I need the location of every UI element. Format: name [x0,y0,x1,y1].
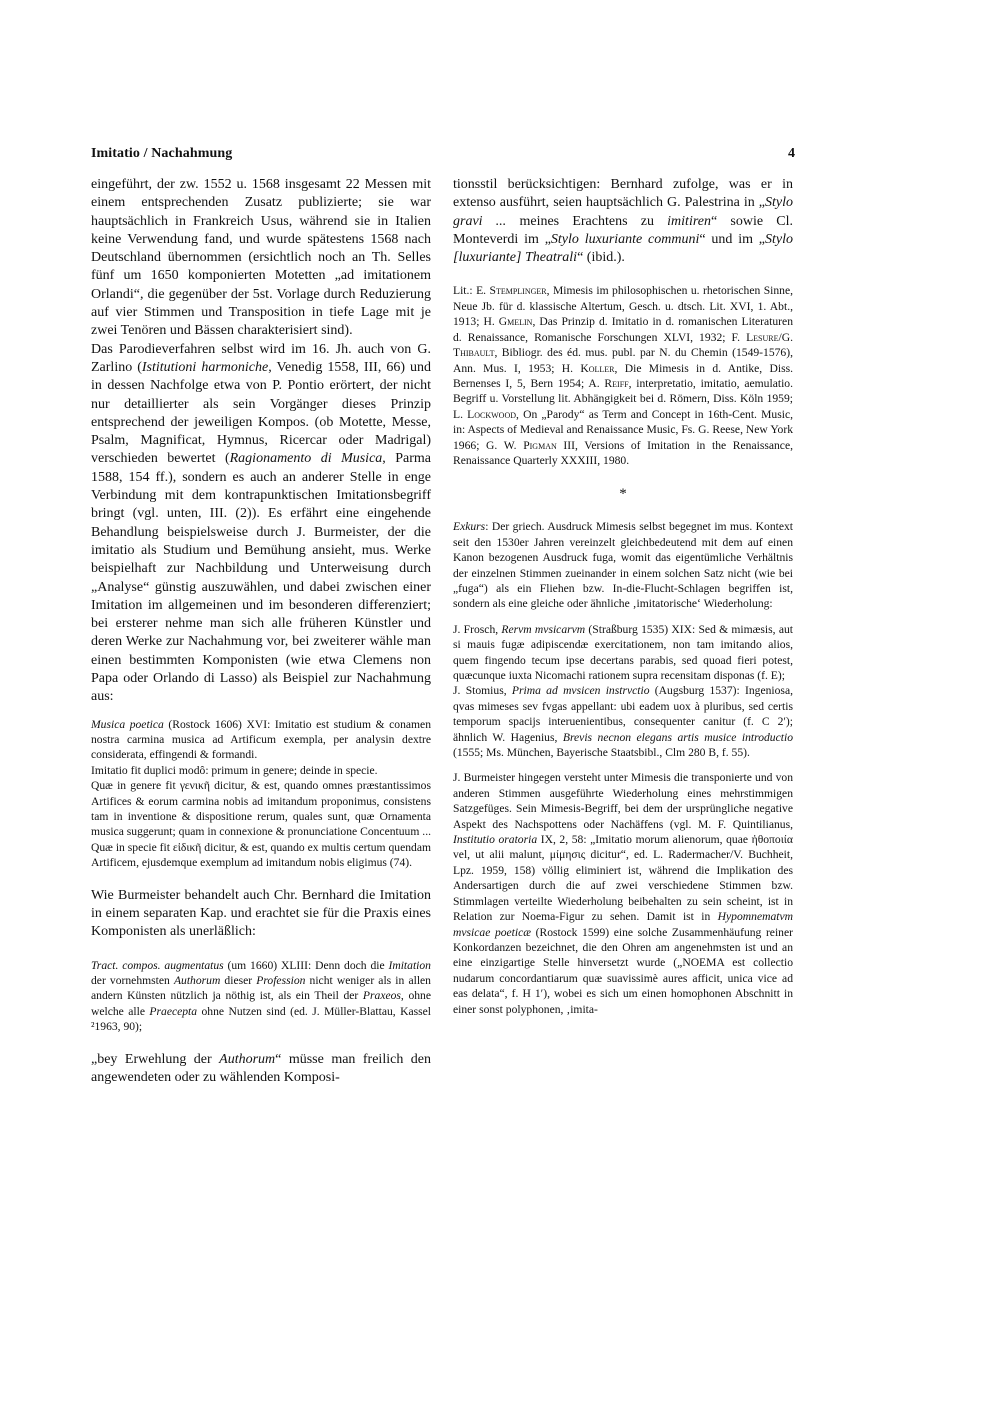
paragraph-bernhard: Wie Burmeister behandelt auch Chr. Bernhard die Imitation in einem separaten Kap. und erachtet sie für die Praxis eines Komponisten als unerläßlich: [91,887,431,940]
paragraph-parodieverfahren: Das Parodieverfahren selbst wird im 16. Jh. auch von G. Zarlino (Istitutioni harmoniche, Venedig 1558, III, 66) und in dessen Nachfolge etwa von P. Pontio erörtert, der nicht nur detaillierter als sein Vorgänger dieses Prinzip entsprechend der jeweiligen Kompos. (ob Motette, Messe, Psalm, Magnificat, Hymnus, Ricercar oder Madrigal) verschieden bewertet (Ragionamento di Musica, Parma 1588, 154 ff.), sondern es auch an anderer Stelle in enge Verbindung mit dem kontrapunktischen Imitationsbegriff bringt (vgl. unten, III. (2)). Es erfährt eine eingehende Behandlung beispielsweise durch J. Burmeister, der die imitatio als Studium und Bemühung ansieht, mus. Werke beispielhaft zur Nachbildung und Unterweisung durch „Analyse“ günstig auszuwählen, und dabei zwischen einer Imitation im allgemeinen und im besonderen differenziert; bei ersterer nehme man sich alle früheren Künstler und deren Werke zur Nachahmung vor, bei zweiterer wähle man einen bestimmten Komponisten (wie etwa Clemens non Papa oder Orlando di Lasso) als Beispiel zur Nachahmung aus: [91,341,432,705]
section-divider-asterisk: * [619,486,627,503]
quote-burmeister-3: Quæ in genere fit γενικῆ dicitur, & est, quando omnes præstantissimos Artifices & eorum carmina nobis ad imitandum proponimus, consistens tam in inventione & dispositione rerum, quales sunt, quæ Ornamenta musica suggerunt; quam in connexione & pronunciatione Concentuum ... Quæ in specie fit εἰδικῆ dicitur, & est, quando ex multis certum quendam Artificem, ejusdemque exemplum ad imitandum nobis eligimus (74). [91,779,431,870]
quote-burmeister-1: Musica poetica (Rostock 1606) XVI: Imitatio est studium & conamen nostra carmina musica ad Artificum exempla, per analysin dextre considerata, effingendi & formandi. [91,717,431,762]
quote-burmeister-2: Imitatio fit duplici modô: primum in genere; deinde in specie. [91,763,378,777]
paragraph-parody-intro: eingeführt, der zw. 1552 u. 1568 insgesamt 22 Messen mit einem entsprechenden Zusatz publizierte; sie war hauptsächlich in Frankreich Usus, während sie in Italien keine Verwendung fand, und wurde spätestens 1568 nach Deutschland übernommen (ersichtlich noch an Th. Selles fünf um 1650 komponierten Motetten „ad imitationem Orlandi“, die gegenüber der 5st. Vorlage durch Reduzierung auf vier Stimmen und Transposition in tiefe Lage mit je zwei Tenören und Bässen charakterisiert sind). [91,177,431,339]
paragraph-burmeister-mimesis: J. Burmeister hingegen versteht unter Mimesis die transponierte und von anderen Stimmen ausgeführte Wiederholung eines mehrstimmigen Satzgefüges. Sein Mimesis-Begriff, bei dem der ursprüngliche negative Aspekt des Nachspottens oder Nachäffens (vgl. M. F. Quintilianus, Institutio oratoria IX, 2, 58: „Imitatio morum alienorum, quae ἠθοποιία vel, ut alii malunt, μίμησις dicitur“, ed. L. Radermacher/V. Buchheit, Lpz. 1959, 158) völlig eliminiert ist, während die Implikation des Andersartigen durch die auf zwei verschiedene Stimmen bzw. Stimmlagen verteilte Wiederholung beibehalten zu sein scheint, ist in Relation zur Noema-Figur zu sehen. Damit ist in Hypomnematvm mvsicae poeticæ (Rostock 1599) eine solche Zusammenhäufung reiner Konkordanzen bezeichnet, die den Ohren am angenehmsten ist und an eine einzigartige Stelle hinversetzt wurde („NOEMA est collectio nudarum concordantiarum quæ suavissimè aures afficit, unica vice ad eas delata“, f. H 1′), wobei es sich um einen homophonen Abschnitt in einer sonst polyphonen, ‚imita- [453,771,794,1016]
left-column [91,176,431,1087]
paragraph-authorum: „bey Erwehlung der Authorum“ müsse man freilich den angewendeten oder zu wählenden Komposi- [91,1051,432,1085]
literature-list: Lit.: E. Stemplinger, Mimesis im philosophischen u. rhetorischen Sinne, Neue Jb. für d. klassische Altertum, Gesch. u. dtsch. Lit. XVI, 1. Abt., 1913; H. Gmelin, Das Prinzip d. Imitatio in d. romanischen Literaturen d. Renaissance, Romanische Forschungen XLVI, 1932; F. Lesure/G. Thibault, Bibliogr. des éd. mus. publ. par N. du Chemin (1549-1576), Ann. Mus. I, 1953; H. Koller, Die Mimesis in d. Antike, Diss. Bernenses I, 5, Bern 1954; A. Reiff, interpretatio, imitatio, aemulatio. Begriff u. Vorstellung lit. Abhängigkeit bei d. Römern, Diss. Köln 1959; L. Lockwood, On „Parody“ as Term and Concept in 16th-Cent. Music, in: Aspects of Medieval and Renaissance Music, Fs. G. Reese, New York 1966; G. W. Pigman III, Versions of Imitation in the Renaissance, Renaissance Quarterly XXXIII, 1980. [453,284,794,467]
page-header [91,146,795,166]
page-number: 4 [788,146,795,161]
excursus-paragraph: Exkurs: Der griech. Ausdruck Mimesis selbst begegnet im mus. Kontext seit den 1530er Jahren vereinzelt gleichbedeutend mit dem auf einen Kanon bezogenen Ausdruck fuga, womit das eigentümliche Verhältnis der einzelnen Stimmen zueinander in einem solchen Satz nicht (wie bei „fuga“) als ein Fliehen bzw. In-die-Flucht-Schlagen begriffen ist, sondern als eine gleiche oder ähnliche ‚imitatorische‘ Wiederholung: [453,520,793,611]
paragraph-kompositionsstil: tionsstil berücksichtigen: Bernhard zufolge, was er in extenso ausführt, seien hauptsächlich G. Palestrina in „Stylo gravi ... meines Erachtens zu imitiren“ sowie Cl. Monteverdi im „Stylo luxuriante communi“ und im „Stylo [luxuriante] Theatrali“ (ibid.). [453,177,794,266]
quote-stomius: J. Stomius, Prima ad mvsicen instrvctio (Augsburg 1537): Ingeniosa, qvas mimeses sev fvgas appellant: ubi eadem uox à pluribus, sed certis temporum spacijs interuenientibus, consequenter canitur (f. C 2′); ähnlich W. Hagenius, Brevis necnon elegans artis musice introductio (1555; Ms. München, Bayerische Staatsbibl., Clm 280 B, f. 55). [453,684,793,760]
quote-bernhard: Tract. compos. augmentatus (um 1660) XLIII: Denn doch die Imitation der vornehmsten Authorum dieser Profession nicht weniger als in allen andern Künsten nützlich ja nöthig ist, als ein Theil der Praxeos, ohne welche alle Praecepta ohne Nutzen sind (ed. J. Müller-Blattau, Kassel ²1963, 90); [91,958,431,1034]
running-title: Imitatio / Nachahmung [91,146,233,161]
quote-frosch: J. Frosch, Rervm mvsicarvm (Straßburg 1535) XIX: Sed & mimæsis, aut si mauis fugæ adipiscendæ exercitationem, non tam imitando alios, quem fingendo tecum ipse decertans parabis, sed quoad fieri potest, quæcunque iuxta Nicomachi rationem supra recensitam disponas (f. E); [453,622,793,683]
right-column [453,176,793,1017]
